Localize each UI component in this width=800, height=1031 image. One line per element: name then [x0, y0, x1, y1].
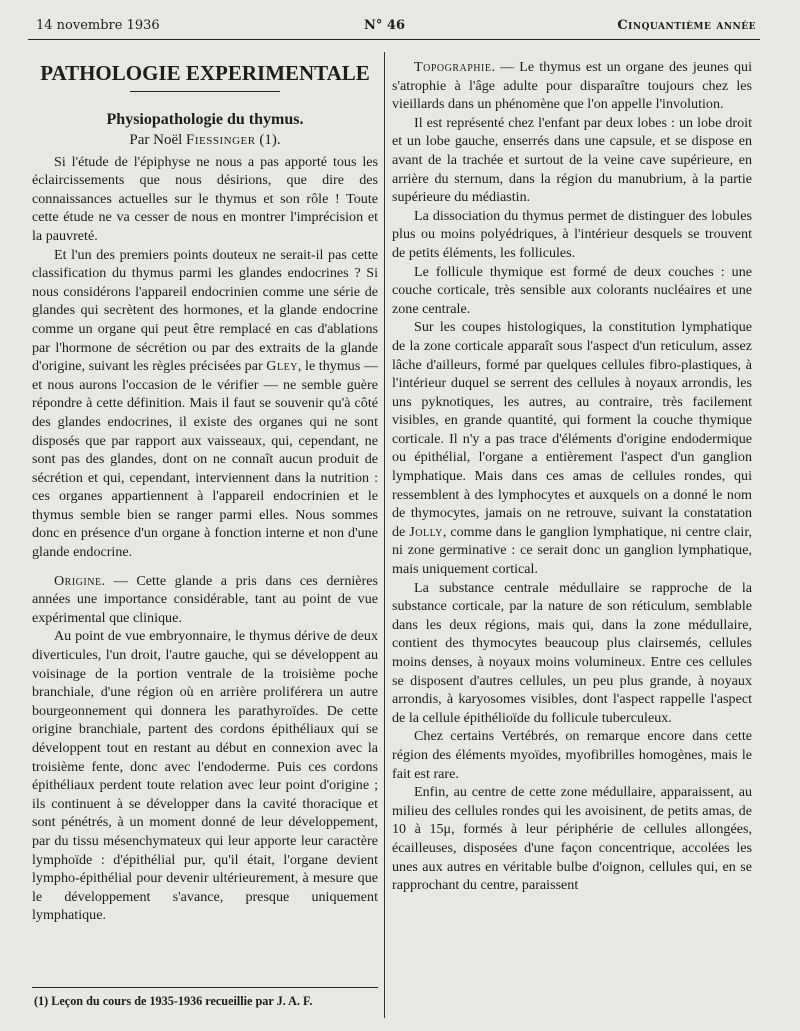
paragraph-text: . — Cette glande a pris dans ces dernières années une importance considérable, tant au point de vue expérimental que clinique. — [32, 572, 378, 626]
issue-date: 14 novembre 1936 — [36, 18, 160, 33]
paragraph-histology — [392, 318, 752, 578]
title-rule — [130, 91, 280, 92]
footnote-rule — [32, 987, 378, 988]
byline-prefix: Par Noël — [129, 131, 183, 148]
paragraph-text: , comme dans le ganglion lymphatique, ni centre clair, ni zone germinative : ce serait donc un ganglion lymphatique, mais uniquement cortical. — [392, 523, 752, 578]
paragraph-origine — [32, 572, 378, 628]
paragraph-medullary: La substance centrale médullaire se rapproche de la substance corticale, par la nature de son réticulum, semblable dans les deux régions, mais qui, dans la zone médullaire, contient des thymocytes beaucoup plus clairsemés, cellules moins denses, à noyaux moins volumineux. Entre ces cellules se disposent d'autres cellules, un peu plus grande, à noyaux arrondis, à karyosomes visibles, dont l'aspect rappelle l'aspect de la cellule épithélioïde du follicule tuberculeux. — [392, 579, 752, 726]
subheading-topographie: Topographie — [414, 59, 492, 75]
paragraph-embryology: Au point de vue embryonnaire, le thymus dérive de deux diverticules, l'un droit, l'autre gauche, qui se développent au voisinage de la portion ventrale de la troisième poche branchiale, d'une région où en arrière proliférera un autre bourgeonnement qui donnera les parathyroïdes. De cette origine branchiale, partent des cordons épithéliaux qui se développent tout en restant au début en connexion avec la troisième fente, donc avec l'endoderme. Puis ces cordons épithéliaux perdent toute relation avec leur point d'origine ; ils continuent à se développer dans la cavité thoracique et sont pénétrés, à un moment donné de leur développement, par du tissu mésenchymateux qui leur apporte leur caractère lymphoïde : d'épithélial pur, qu'il était, l'organe devient lympho-épithélial pour devenir ultérieurement, à mesure que le développement s'avance, presque uniquement lymphatique. — [32, 628, 378, 924]
paragraph-text: , le thymus — et nous aurons l'occasion de le vérifier — ne semble guère répondre à cette définition. Mais il faut se souvenir qu'à côté des glandes endocrines, il existe des organes qui ne sont disposés que par rapport aux vaisseaux, qui, cependant, ne sont pas des glandes, dont on ne connaît aucun produit de sécrétion et qui, cependant, interviennent dans la nutrition : ces organes appartiennent à l'appareil endocrinien et le thymus semble bien se ranger parmi elles. Nous sommes donc en présence d'un organe à fonction interne et non d'une glande endocrine. — [32, 358, 379, 561]
paragraph-follicule: Le follicule thymique est formé de deux couches : une couche corticale, très sensible aux colorants nucléaires et une zone centrale. — [392, 263, 752, 317]
paragraph-vertebres: Chez certains Vertébrés, on remarque encore dans cette région des éléments myoïdes, myofibrilles homogènes, mais le fait est rare. — [392, 728, 752, 782]
footnote: (1) Leçon du cours de 1935-1936 recueillie par J. A. F. — [34, 994, 313, 1008]
right-column — [392, 58, 752, 895]
header-rule — [28, 39, 760, 40]
page-header — [36, 18, 756, 38]
paragraph-text: Et l'un des premiers points douteux ne serait-il pas cette classification du thymus parmi les glandes endocrines ? Si nous considérons l'appareil endocrinien comme une série de glandes qui secrètent des hormones, et la glande endocrine comme un organe qui peut être remplacé en cas d'ablations par l'hormone de sécrétion ou par des extraits de la glande d'origine, suivant les règles précisées par — [32, 246, 378, 375]
left-column — [32, 58, 378, 925]
subheading-origine: Origine — [54, 572, 102, 589]
issue-number: N° 46 — [364, 18, 405, 33]
paragraph-classification — [32, 246, 378, 562]
byline-suffix: (1). — [259, 131, 281, 148]
paragraph-enfin: Enfin, au centre de cette zone médullaire, apparaissent, au milieu des cellules rondes qui les avoisinent, de petits amas, de 10 à 15μ, formés à leur périphérie de cellules allongées, écailleuses, disposées d'une façon concentrique, accolées les unes aux autres en véritable bulbe d'oignon, cellules qui, en se rapprochant du centre, paraissent — [392, 784, 752, 894]
byline — [32, 130, 378, 150]
paragraph-text: Sur les coupes histologiques, la constitution lymphatique de la zone corticale apparaît sous l'aspect d'un reticulum, assez lâche d'ailleurs, formé par quelques cellules fibro-plastiques, à l'intérieur duquel se serrent des cellules à noyaux arrondis, les uns pyknotiques, les autres, au contraire, très facilement visibles, en grande quantité, qui forment la couche thymique corticale. Il n'y a pas trace d'éléments d'origine endodermique ou épithélial, l'organe a entièrement l'aspect d'un ganglion lymphatique. Mais dans ces amas de cellules rondes, qui ressemblent à des lymphocytes et auxquels on a donné le nom de thymocytes, jamais on ne retrouve, suivant la constatation de — [392, 319, 752, 540]
publication-year: Cinquantième année — [617, 18, 756, 33]
column-divider — [384, 52, 385, 1018]
section-title: PATHOLOGIE EXPERIMENTALE — [40, 61, 370, 85]
paragraph-text: . — Le thymus est un organe des jeunes qui s'atrophie à l'âge adulte pour disparaître toujours chez les vieillards dans un phénomène que l'on appelle l'involution. — [392, 59, 752, 113]
byline-author: Fiessinger — [186, 131, 256, 148]
paragraph-dissociation: La dissociation du thymus permet de distinguer des lobules plus ou moins polyédriques, à l'intérieur desquels se trouvent de petits éléments, les follicules. — [392, 207, 752, 261]
author-name-gley: Gley — [266, 358, 298, 375]
article-title: Physiopathologie du thymus. — [106, 110, 304, 128]
author-name-jolly: Jolly — [409, 523, 443, 540]
paragraph-intro: Si l'étude de l'épiphyse ne nous a pas apporté tous les éclaircissements que nous désirions, que dire des connaissances actuelles sur le thymus et son rôle ! Toute cette étude ne va cesser de nous en montrer l'imprécision et la pauvreté. — [32, 153, 378, 244]
paragraph-topographie — [392, 58, 752, 114]
paragraph-lobes: Il est représenté chez l'enfant par deux lobes : un lobe droit et un lobe gauche, enserrés dans une capsule, et se dispose en avant de la trachée et surtout de la veine cave supérieure, en arrière du sternum, dans la région du manubrium, à la partie supérieure du médiastin. — [392, 114, 752, 206]
